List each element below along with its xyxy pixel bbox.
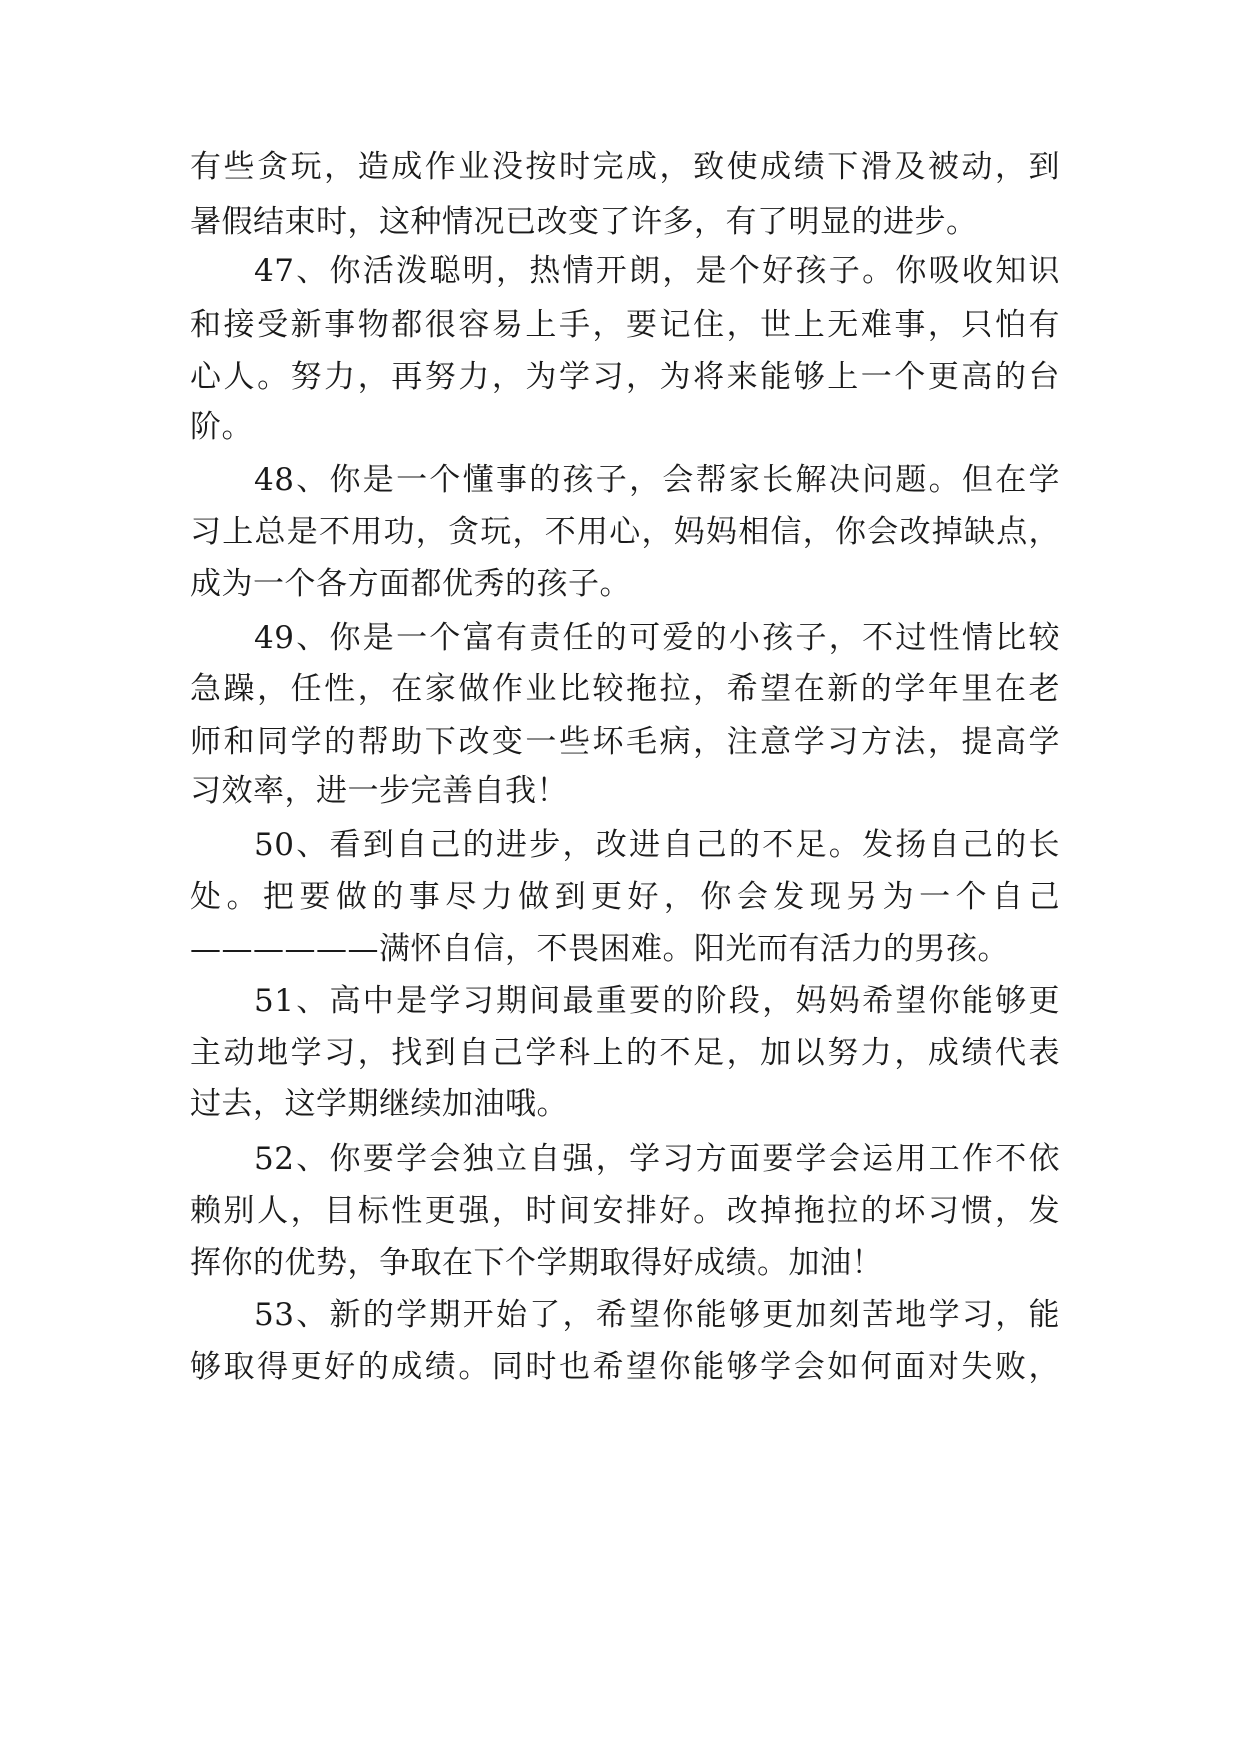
text-line: 习上总是不用功，贪玩，不用心，妈妈相信，你会改掉缺点， bbox=[190, 514, 1060, 550]
text-line: ——————满怀自信，不畏困难。阳光而有活力的男孩。 bbox=[190, 931, 1009, 967]
paragraph-50-line: 50、看到自己的进步，改进自己的不足。发扬自己的长 bbox=[254, 827, 1060, 863]
text-line: 够取得更好的成绩。同时也希望你能够学会如何面对失败， bbox=[190, 1349, 1060, 1385]
text-line: 心人。努力，再努力，为学习，为将来能够上一个更高的台 bbox=[190, 359, 1060, 395]
text-line: 处。把要做的事尽力做到更好，你会发现另为一个自己 bbox=[190, 879, 1060, 915]
text-line: 有些贪玩，造成作业没按时完成，致使成绩下滑及被动，到 bbox=[190, 149, 1060, 185]
text-line: 暑假结束时，这种情况已改变了许多，有了明显的进步。 bbox=[190, 204, 978, 240]
paragraph-48-line: 48、你是一个懂事的孩子，会帮家长解决问题。但在学 bbox=[254, 462, 1060, 498]
text-line: 师和同学的帮助下改变一些坏毛病，注意学习方法，提高学 bbox=[190, 724, 1060, 760]
paragraph-51-line: 51、高中是学习期间最重要的阶段，妈妈希望你能够更 bbox=[254, 983, 1060, 1019]
text-line: 急躁，任性，在家做作业比较拖拉，希望在新的学年里在老 bbox=[190, 671, 1060, 707]
text-line: 挥你的优势，争取在下个学期取得好成绩。加油！ bbox=[190, 1245, 883, 1281]
text-line: 赖别人，目标性更强，时间安排好。改掉拖拉的坏习惯，发 bbox=[190, 1193, 1060, 1229]
text-line: 成为一个各方面都优秀的孩子。 bbox=[190, 566, 631, 602]
text-line: 阶。 bbox=[190, 409, 253, 445]
paragraph-49-line: 49、你是一个富有责任的可爱的小孩子，不过性情比较 bbox=[254, 620, 1060, 656]
paragraph-47-line: 47、你活泼聪明，热情开朗，是个好孩子。你吸收知识 bbox=[254, 253, 1060, 289]
text-line: 过去，这学期继续加油哦。 bbox=[190, 1086, 568, 1122]
paragraph-52-line: 52、你要学会独立自强，学习方面要学会运用工作不依 bbox=[254, 1141, 1060, 1177]
text-line: 和接受新事物都很容易上手，要记住，世上无难事，只怕有 bbox=[190, 307, 1060, 343]
paragraph-53-line: 53、新的学期开始了，希望你能够更加刻苦地学习，能 bbox=[254, 1297, 1060, 1333]
text-line: 主动地学习，找到自己学科上的不足，加以努力，成绩代表 bbox=[190, 1035, 1060, 1071]
text-line: 习效率，进一步完善自我！ bbox=[190, 773, 568, 809]
